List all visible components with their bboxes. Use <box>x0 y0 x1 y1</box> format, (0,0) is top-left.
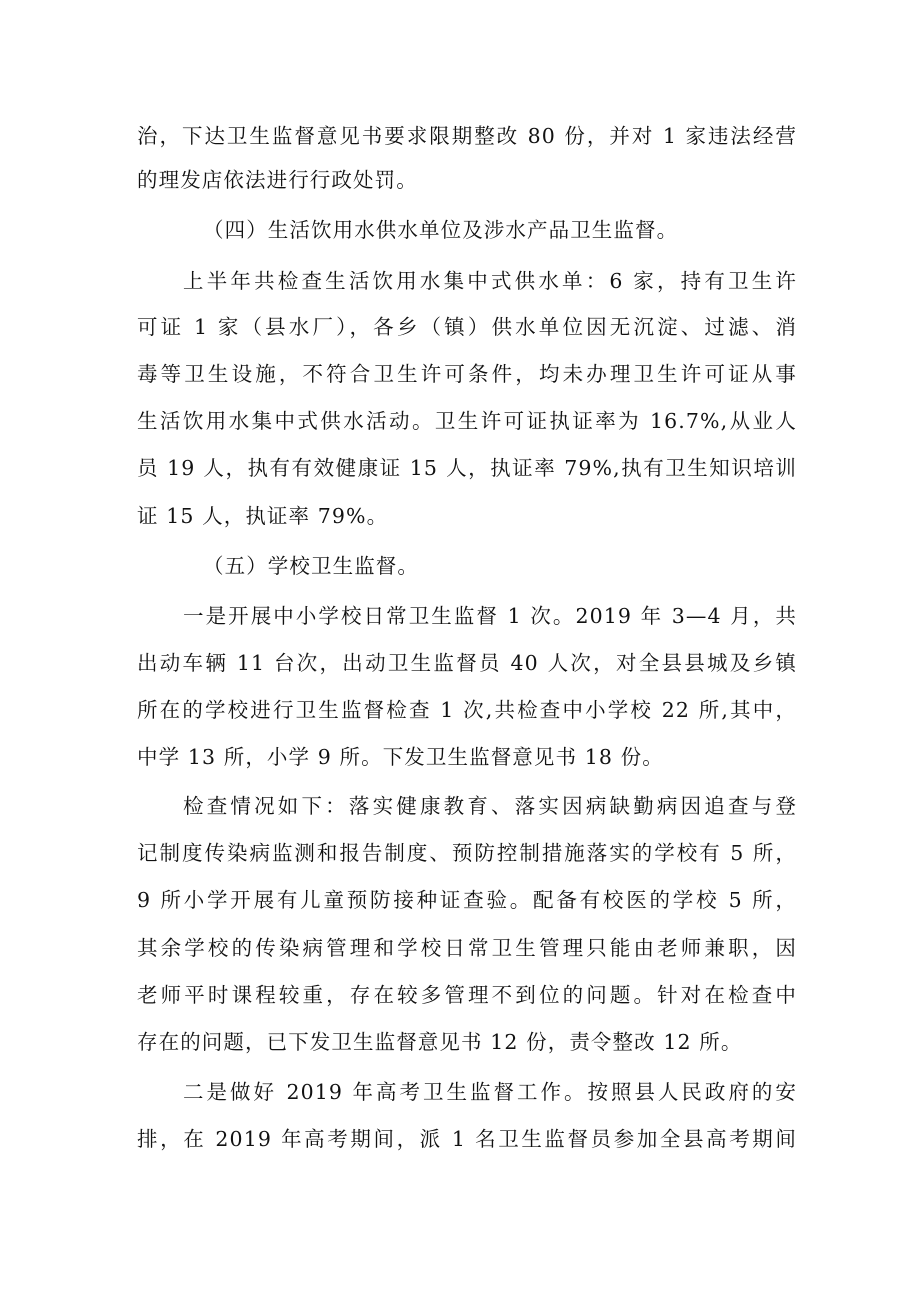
paragraph-line: 所在的学校进行卫生监督检查 1 次,共检查中小学校 22 所,其中， <box>137 698 797 722</box>
paragraph-line: 毒等卫生设施，不符合卫生许可条件，均未办理卫生许可证从事 <box>137 362 797 386</box>
paragraph-line: 排，在 2019 年高考期间，派 1 名卫生监督员参加全县高考期间 <box>137 1127 797 1151</box>
paragraph-line: 老师平时课程较重，存在较多管理不到位的问题。针对在检查中 <box>137 983 797 1007</box>
paragraph-line: 存在的问题，已下发卫生监督意见书 12 份，责令整改 12 所。 <box>137 1030 743 1054</box>
section-heading: （四）生活饮用水供水单位及涉水产品卫生监督。 <box>203 218 679 242</box>
paragraph-line: 一是开展中小学校日常卫生监督 1 次。2019 年 3—4 月，共 <box>183 604 797 628</box>
paragraph-line: 的理发店依法进行行政处罚。 <box>137 168 418 192</box>
paragraph-line: 二是做好 2019 年高考卫生监督工作。按照县人民政府的安 <box>183 1080 797 1104</box>
section-heading: （五）学校卫生监督。 <box>203 554 419 578</box>
paragraph-line: 生活饮用水集中式供水活动。卫生许可证执证率为 16.7%,从业人 <box>137 409 797 433</box>
paragraph-line: 出动车辆 11 台次，出动卫生监督员 40 人次，对全县县城及乡镇 <box>137 651 797 675</box>
paragraph-line: 员 19 人，执有有效健康证 15 人，执证率 79%,执有卫生知识培训 <box>137 456 797 480</box>
paragraph-line: 其余学校的传染病管理和学校日常卫生管理只能由老师兼职，因 <box>137 936 797 960</box>
paragraph-line: 检查情况如下：落实健康教育、落实因病缺勤病因追查与登 <box>183 794 797 818</box>
paragraph-line: 记制度传染病监测和报告制度、预防控制措施落实的学校有 5 所， <box>137 841 797 865</box>
paragraph-line: 上半年共检查生活饮用水集中式供水单：6 家，持有卫生许 <box>183 269 797 293</box>
paragraph-line: 可证 1 家（县水厂），各乡（镇）供水单位因无沉淀、过滤、消 <box>137 315 797 339</box>
paragraph-line: 中学 13 所，小学 9 所。下发卫生监督意见书 18 份。 <box>137 745 664 769</box>
paragraph-line: 9 所小学开展有儿童预防接种证查验。配备有校医的学校 5 所， <box>137 888 797 912</box>
paragraph-line: 治，下达卫生监督意见书要求限期整改 80 份，并对 1 家违法经营 <box>137 124 797 148</box>
paragraph-line: 证 15 人，执证率 79%。 <box>137 504 389 528</box>
